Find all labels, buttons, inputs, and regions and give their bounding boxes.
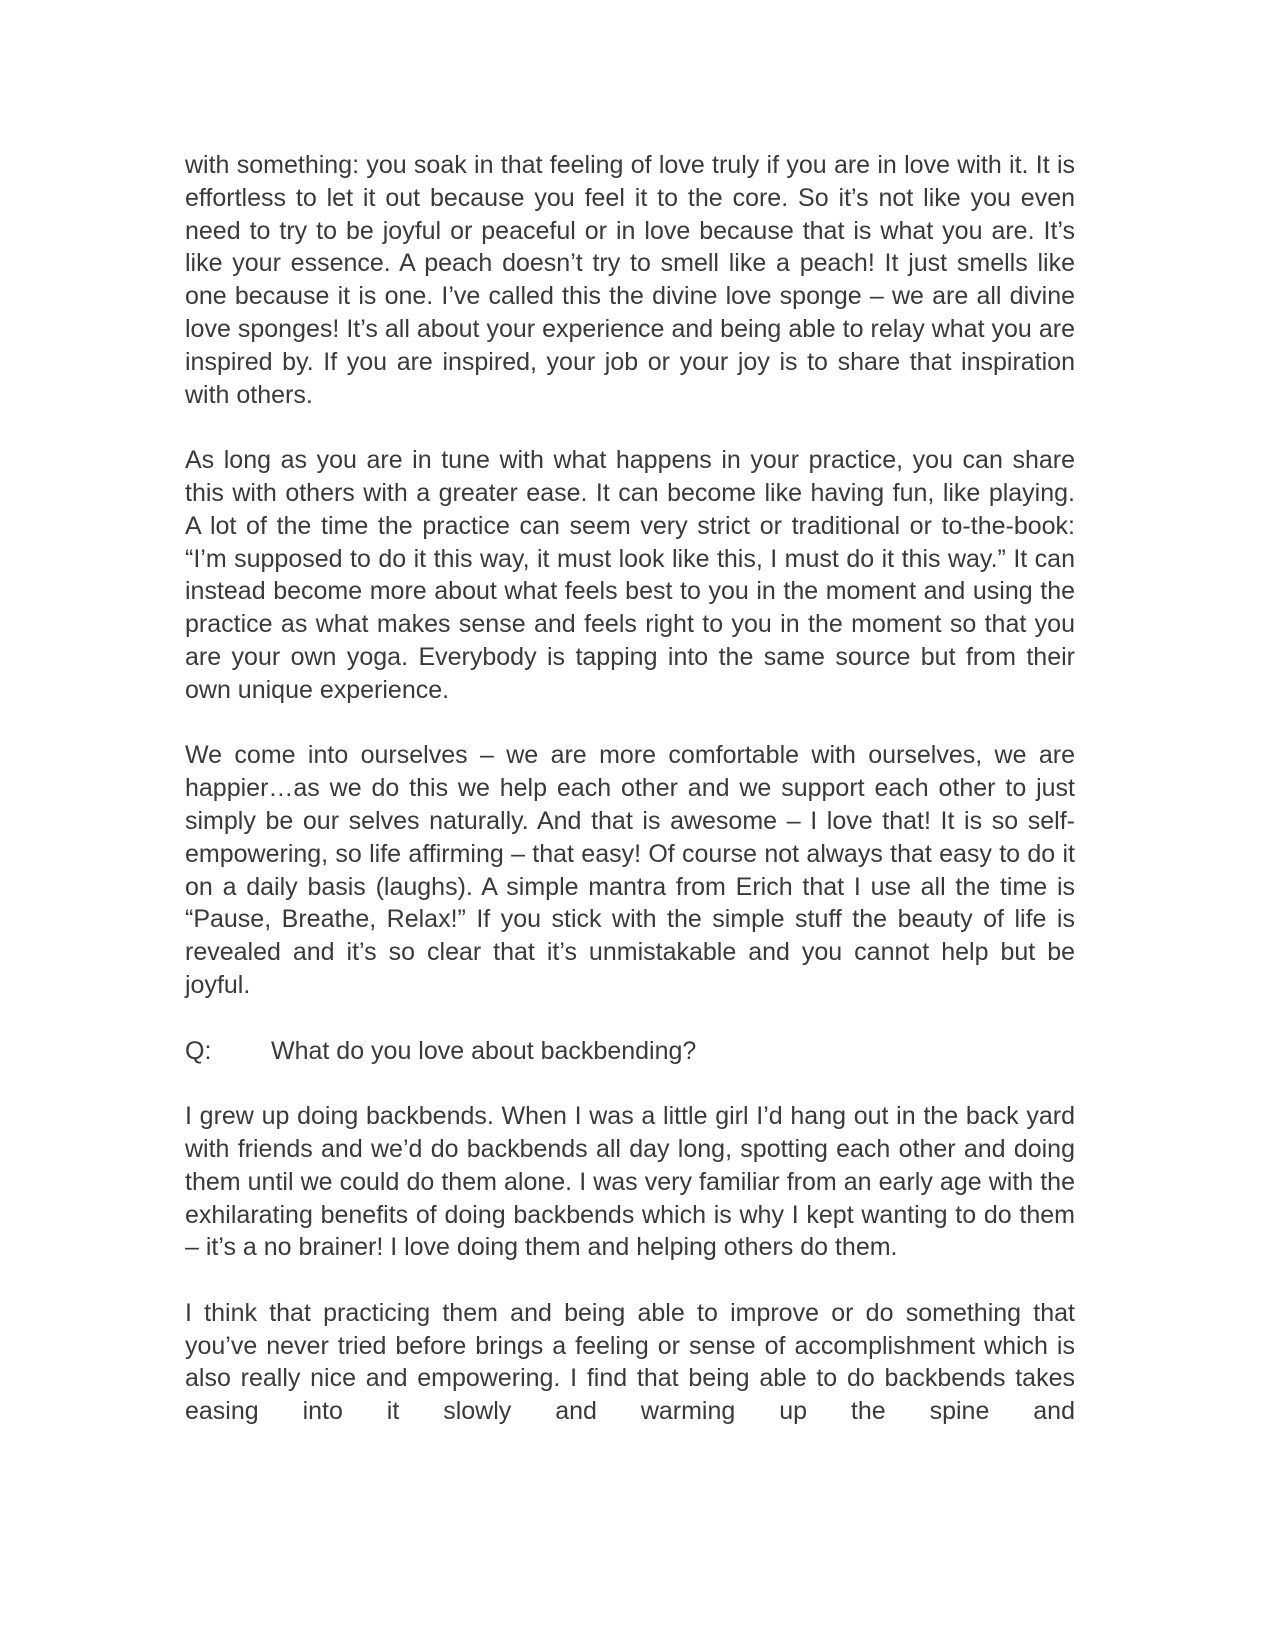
interview-question	[185, 1035, 1075, 1068]
question-text: What do you love about backbending?	[271, 1036, 697, 1065]
paragraph-accomplishment: I think that practicing them and being able to improve or do something that you’ve never tried before brings a feeling or sense of accomplishment which is also really nice and empowering. I find that being able to do backbends takes easing into it slowly and warming up the spine and	[185, 1298, 1075, 1426]
paragraph-pause-breathe-relax: We come into ourselves – we are more comfortable with ourselves, we are happier…as we do this we help each other and we support each other to just simply be our selves naturally. And that is awesome – I love that! It is so self-empowering, so life affirming – that easy! Of course not always that easy to do it on a daily basis (laughs). A simple mantra from Erich that I use all the time is “Pause, Breathe, Relax!” If you stick with the simple stuff the beauty of life is revealed and it’s so clear that it’s unmistakable and you cannot help but be joyful.	[185, 741, 1075, 999]
paragraph-own-yoga: As long as you are in tune with what happens in your practice, you can share this with others with a greater ease. It can become like having fun, like playing. A lot of the time the practice can seem very strict or traditional or to-the-book: “I’m supposed to do it this way, it must look like this, I must do it this way.” It can instead become more about what feels best to you in the moment and using the practice as what makes sense and feels right to you in the moment so that you are your own yoga. Everybody is tapping into the same source but from their own unique experience.	[185, 446, 1075, 704]
paragraph-divine-love-sponge: with something: you soak in that feeling of love truly if you are in love with it. It is effortless to let it out because you feel it to the core. So it’s not like you even need to try to be joyful or peaceful or in love because that is what you are. It’s like your essence. A peach doesn’t try to smell like a peach! It just smells like one because it is one. I’ve called this the divine love sponge – we are all divine love sponges! It’s all about your experience and being able to relay what you are inspired by. If you are inspired, your job or your joy is to share that inspiration with others.	[185, 151, 1075, 409]
question-label: Q:	[185, 1036, 212, 1065]
document-page	[185, 149, 1075, 1461]
paragraph-grew-up-backbends: I grew up doing backbends. When I was a little girl I’d hang out in the back yard with friends and we’d do backbends all day long, spotting each other and doing them until we could do them alone. I was very familiar from an early age with the exhilarating benefits of doing backbends which is why I kept wanting to do them – it’s a no brainer! I love doing them and helping others do them.	[185, 1102, 1075, 1262]
